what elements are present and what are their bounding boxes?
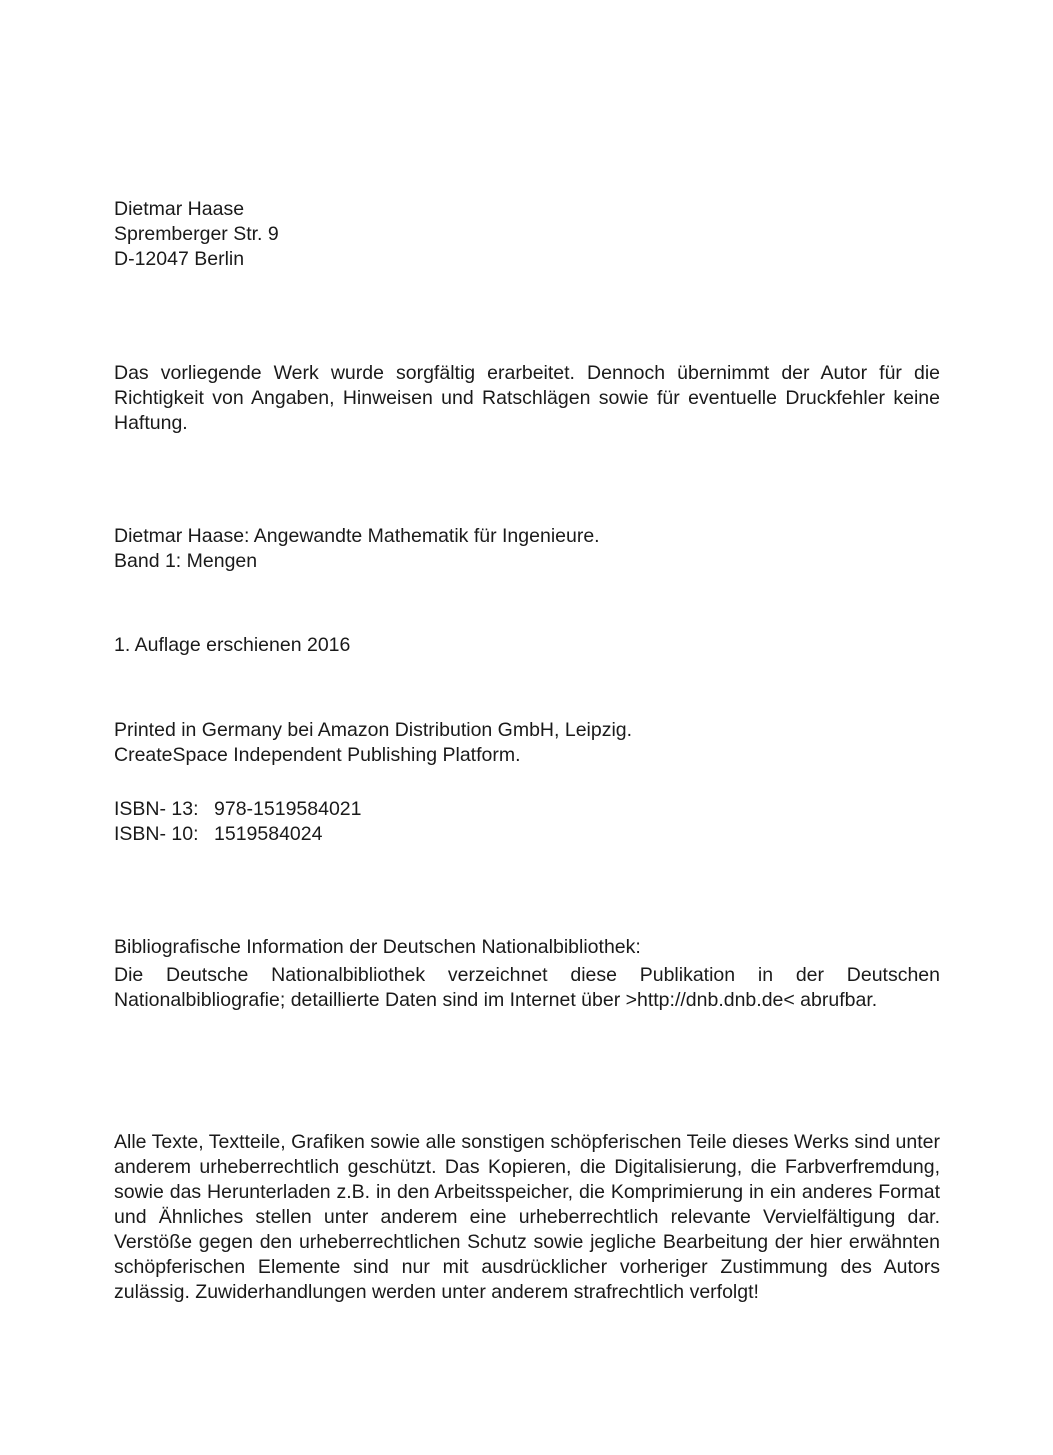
isbn-info [114,797,940,847]
copyright-text: Alle Texte, Textteile, Grafiken sowie alle sonstigen schöpferischen Teile dieses Werks sind unter anderem urheberrechtlich geschützt. Das Kopieren, die Digitalisierung, die Farbverfremdung, sowie das Herunterladen z.B. in den Arbeitsspeicher, die Komprimierung in ein anderes Format und Ähnliches stellen unter anderem eine urheberrechtlich relevante Vervielfältigung dar. Verstöße gegen den urheberrechtlichen Schutz sowie jegliche Bearbeitung der hier erwähnten schöpferischen Elemente sind nur mit ausdrücklicher vorheriger Zustimmung des Autors zulässig. Zuwiderhandlungen werden unter anderem strafrechtlich verfolgt! [114,1131,940,1303]
publisher-line: CreateSpace Independent Publishing Platform. [114,744,521,766]
printer-line: Printed in Germany bei Amazon Distribution GmbH, Leipzig. [114,719,633,741]
edition-text: 1. Auflage erschienen 2016 [114,634,351,656]
author-name: Dietmar Haase [114,198,245,220]
edition-info [114,633,940,658]
copyright-notice [114,1130,940,1305]
isbn13-row [114,797,940,822]
isbn13-label: ISBN- 13: [114,798,199,820]
isbn10-row [114,822,940,847]
disclaimer-text: Das vorliegende Werk wurde sorgfältig erarbeitet. Dennoch übernimmt der Autor für die Richtigkeit von Angaben, Hinweisen und Ratschlägen sowie für eventuelle Druckfehler keine Haftung. [114,362,940,434]
book-title: Dietmar Haase: Angewandte Mathematik für Ingenieure. [114,525,600,547]
printing-info [114,718,940,768]
author-address [114,197,940,272]
isbn10-value: 1519584024 [214,823,323,845]
author-street: Spremberger Str. 9 [114,223,279,245]
bibliographic-heading: Bibliografische Information der Deutschen Nationalbibliothek: [114,936,641,958]
bibliographic-text: Die Deutsche Nationalbibliothek verzeichnet diese Publikation in der Deutschen Nationalbibliografie; detaillierte Daten sind im Internet über >http://dnb.dnb.de< abrufbar. [114,964,940,1011]
liability-disclaimer [114,361,940,436]
isbn10-label: ISBN- 10: [114,823,199,845]
bibliographic-info [114,935,940,1013]
book-title-info [114,524,940,574]
book-volume: Band 1: Mengen [114,550,258,572]
isbn13-value: 978-1519584021 [214,798,362,820]
author-city: D-12047 Berlin [114,248,245,270]
